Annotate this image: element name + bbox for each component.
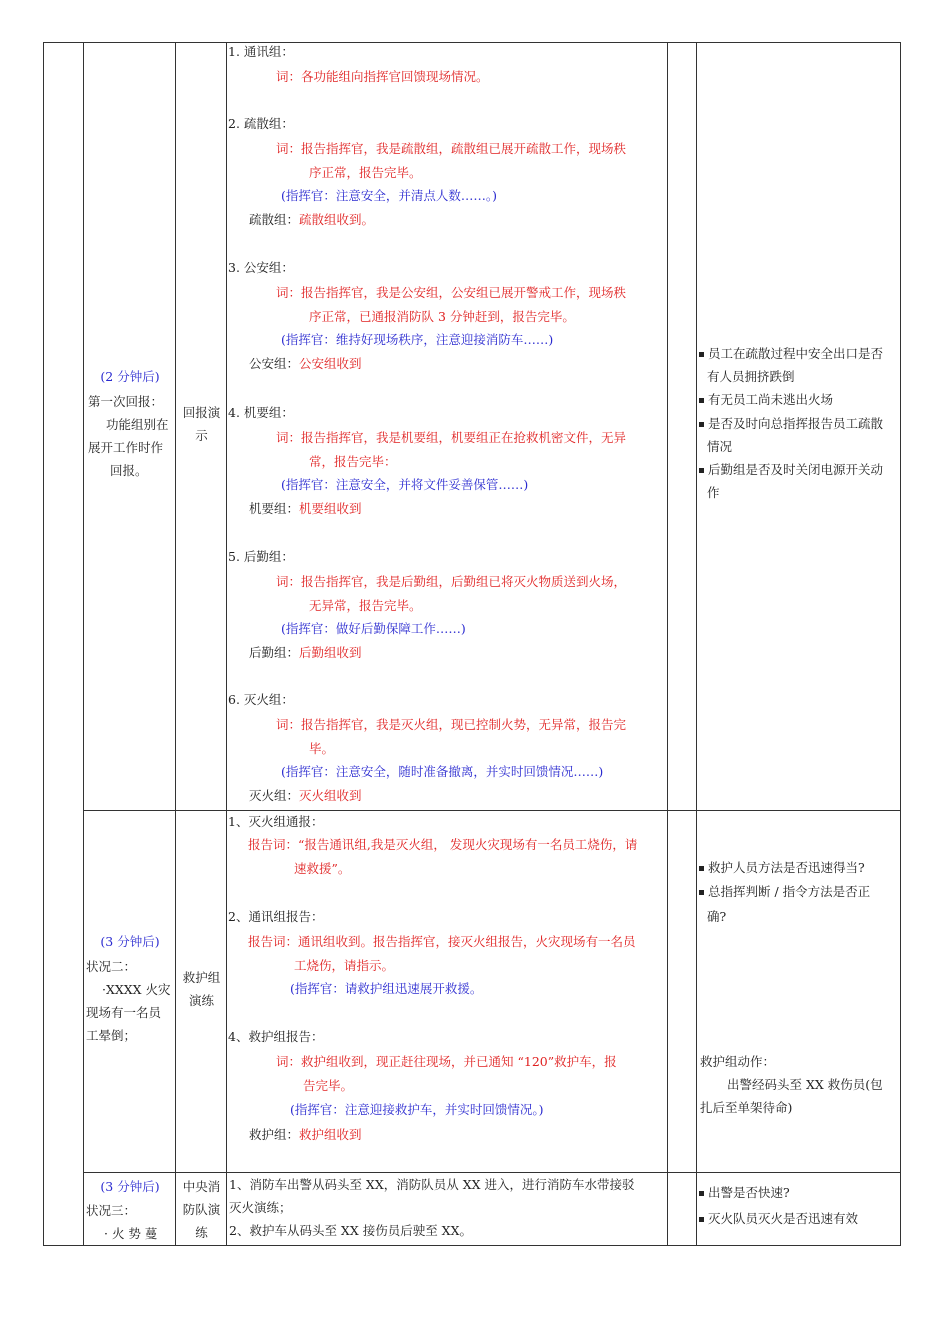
commander-line: (指挥官：注意安全，随时准备撤离，并实时回馈情况……) [281,764,604,779]
row3-stage-line: 防队演 [182,1202,221,1217]
row2-stage-line: 救护组 [182,970,221,985]
report-line: 词：报告指挥官，我是机要组，机要组正在抢救机密文件，无异 [276,430,627,445]
row2-line: 告完毕。 [303,1078,354,1093]
received-label: 公安组： [249,355,300,371]
received-text: 灭火组收到 [299,787,362,803]
group-title: 4. 机要组： [228,405,294,420]
check-item [707,481,720,504]
received-label: 后勤组： [249,644,300,660]
received-line [249,784,362,807]
row3-stage-line: 中央消 [182,1179,221,1194]
row3-desc-line: 状况三： [86,1203,137,1218]
row1-stage-line: 回报演 [182,405,221,420]
report-line: 词：报告指挥官，我是公安组，公安组已展开警戒工作，现场秩 [276,285,627,300]
row2-desc-line: 现场有一名员 [86,1005,162,1020]
row2-line: 4、救护组报告： [228,1029,324,1044]
row2-desc-line: ·XXXX 火灾 [102,982,171,997]
check-item [707,435,732,458]
action-line: 出警经码头至 XX 救伤员(包 [727,1077,883,1092]
check-item [699,1181,790,1204]
commander-line: (指挥官：维持好现场秩序，注意迎接消防车……) [281,332,554,347]
check-item [699,1207,858,1230]
group-title: 5. 后勤组： [228,549,294,564]
check-text: 总指挥判断 / 指令方法是否正 [708,884,871,899]
check-text: 出警是否快速? [708,1185,790,1200]
bullet-square-icon [699,352,704,357]
check-item [699,412,883,435]
report-line: 序正常，已通报消防队 3 分钟赶到，报告完毕。 [309,308,575,324]
row1-desc-line: 功能组别在 [106,417,169,432]
row1-desc-line: 回报。 [110,463,148,478]
received-text: 救护组收到 [299,1127,362,1142]
check-text: 有人员拥挤跌倒 [707,369,795,384]
group-title: 2. 疏散组： [228,116,294,131]
row2-line: (指挥官：请救护组迅速展开救援。 [290,981,483,996]
check-text: 员工在疏散过程中安全出口是否 [708,346,884,361]
row2-stage-line: 演练 [188,993,214,1008]
check-item [699,856,865,879]
group-title: 6. 灭火组： [228,692,294,707]
row3-stage-line: 练 [195,1225,208,1240]
report-line: 毕。 [309,740,335,756]
bullet-square-icon [699,890,704,895]
row2-desc-line: 状况二： [86,959,137,974]
received-label: 疏散组： [249,211,300,227]
check-item [699,880,870,903]
received-text: 疏散组收到。 [299,211,375,227]
check-item [707,905,726,928]
check-text: 后勤组是否及时关闭电源开关动 [708,462,884,477]
check-text: 作 [707,485,720,500]
received-text: 后勤组收到 [299,644,362,660]
received-line [249,497,362,520]
commander-line: (指挥官：注意安全，并清点人数……。) [281,188,498,203]
received-text: 机要组收到 [299,500,362,516]
row2-line: 速救援”。 [294,861,351,876]
row2-line: 1、灭火组通报： [228,814,324,829]
report-line: 词：报告指挥官，我是后勤组，后勤组已将灭火物质送到火场， [276,574,627,589]
report-line: 词：报告指挥官，我是疏散组，疏散组已展开疏散工作，现场秩 [276,141,627,156]
commander-line: (指挥官：做好后勤保障工作……) [281,621,466,636]
group-title: 1. 通讯组： [228,44,294,59]
check-text: 灭火队员灭火是否迅速有效 [708,1211,859,1226]
bullet-square-icon [699,866,704,871]
row1-desc-line: 展开工作时作 [88,440,164,455]
action-line: 扎后至单架待命) [700,1100,793,1115]
bullet-square-icon [699,1217,704,1222]
report-line: 词：报告指挥官，我是灭火组，现已控制火势，无异常，报告完 [276,717,627,732]
row1-desc-line: 第一次回报： [88,394,164,409]
check-item [707,365,795,388]
check-item [699,458,883,481]
row2-time: (3 分钟后) [100,934,160,949]
group-title: 3. 公安组： [228,260,294,275]
bullet-square-icon [699,422,704,427]
report-line: 常，报告完毕： [309,453,397,469]
row3-time: (3 分钟后) [100,1179,160,1194]
received-label: 灭火组： [249,787,300,803]
row2-line: 2、通讯组报告： [228,909,324,924]
check-text: 是否及时向总指挥报告员工疏散 [708,416,884,431]
received-text: 公安组收到 [299,355,362,371]
report-line: 词：各功能组向指挥官回馈现场情况。 [276,69,489,84]
received-label: 机要组： [249,500,300,516]
check-text: 确? [707,909,727,924]
row2-line: 报告词：“报告通讯组,我是灭火组， 发现火灾现场有一名员工烧伤，请 [248,837,638,852]
row3-line: 2、救护车从码头至 XX 接伤员后驶至 XX。 [229,1223,472,1238]
row2-line: 报告词：通讯组收到。报告指挥官，接灭火组报告，火灾现场有一名员 [248,934,636,949]
bullet-square-icon [699,468,704,473]
received-label: 救护组： [249,1127,300,1142]
commander-line: (指挥官：注意安全，并将文件妥善保管……) [281,477,529,492]
row2-desc-line: 工晕倒； [86,1028,137,1043]
bullet-square-icon [699,1191,704,1196]
row2-line: (指挥官：注意迎接救护车，并实时回馈情况。) [290,1102,544,1117]
bullet-square-icon [699,398,704,403]
row1-time: (2 分钟后) [100,369,160,384]
check-text: 救护人员方法是否迅速得当? [708,860,865,875]
report-line: 无异常，报告完毕。 [309,597,422,613]
action-title: 救护组动作： [700,1054,776,1069]
report-line: 序正常，报告完毕。 [309,164,422,180]
row3-line: 1、消防车出警从码头至 XX，消防队员从 XX 进入，进行消防车水带接驳 [229,1177,635,1192]
row2-line: 工烧伤，请指示。 [294,958,395,973]
row3-desc-line: · 火 势 蔓 [104,1226,158,1241]
received-line [249,1123,362,1146]
check-text: 有无员工尚未逃出火场 [708,392,834,407]
received-line [249,208,374,231]
received-line [249,641,362,664]
received-line [249,352,362,375]
check-item [699,342,883,365]
row3-line: 灭火演练； [229,1200,292,1215]
check-item [699,388,833,411]
row2-line: 词：救护组收到，现正赶往现场，并已通知 “120”救护车，报 [276,1054,617,1069]
row1-stage-line: 示 [195,428,208,443]
check-text: 情况 [707,439,733,454]
